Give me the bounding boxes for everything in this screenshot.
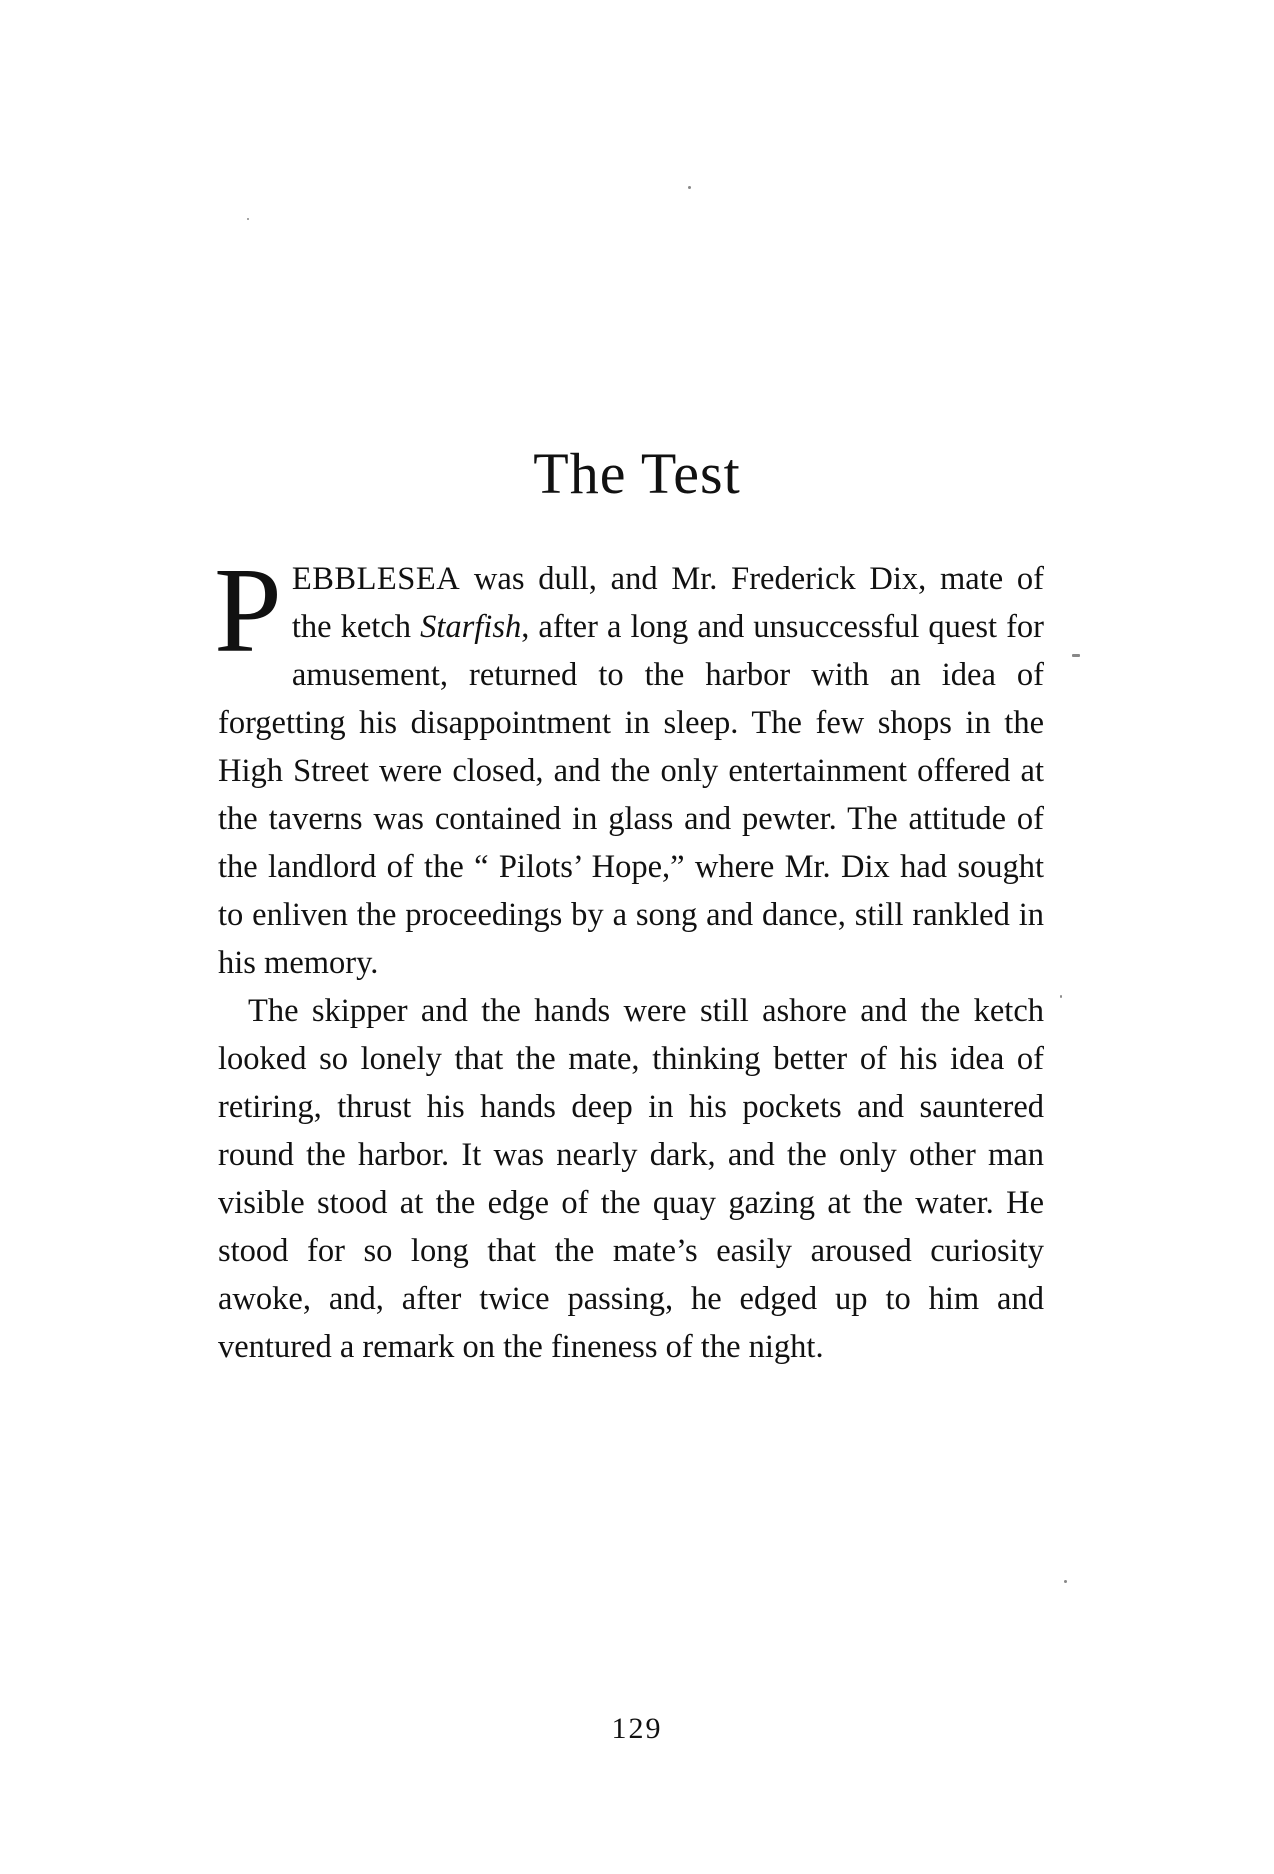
- page-number: 129: [611, 1712, 663, 1745]
- paragraph-text: was dull, and Mr. Frederick Dix, mate of the ketch: [291, 561, 1044, 645]
- speck-mark: [1060, 995, 1062, 998]
- lead-caps: EBBLESEA: [291, 561, 461, 597]
- speck-mark: [1072, 654, 1080, 657]
- paragraph-text: , after a long and unsuccessful quest for amusement, returned to the harbor with an idea of forgetting his disappointment in sleep. The few shops in the High Street were closed, and the only entertainment offered at the taverns was contained in glass and pewter. The attitude of the landlord of the “ Pilots’ Hope,” where Mr. Dix had sought to enliven the proceedings by a song and dance, still rankled in his memory.: [218, 609, 1044, 981]
- speck-mark: [1064, 1580, 1067, 1583]
- paragraph-second: The skipper and the hands were still ashore and the ketch looked so lonely that the mate, thinking better of his idea of retiring, thrust his hands deep in his pockets and sauntered round the harbor. It was nearly dark, and the only other man visible stood at the edge of the quay gazing at the water. He stood for so long that the mate’s easily aroused curiosity awoke, and, after twice passing, he edged up to him and ventured a remark on the fineness of the night.: [218, 993, 1044, 1365]
- chapter-title: The Test: [533, 441, 741, 506]
- speck-mark: [247, 218, 249, 220]
- chapter-body: [214, 543, 1044, 1371]
- ship-name: Starfish: [420, 609, 522, 645]
- paragraph-first: [214, 543, 1044, 987]
- drop-cap: P: [214, 543, 282, 678]
- speck-mark: [688, 186, 691, 189]
